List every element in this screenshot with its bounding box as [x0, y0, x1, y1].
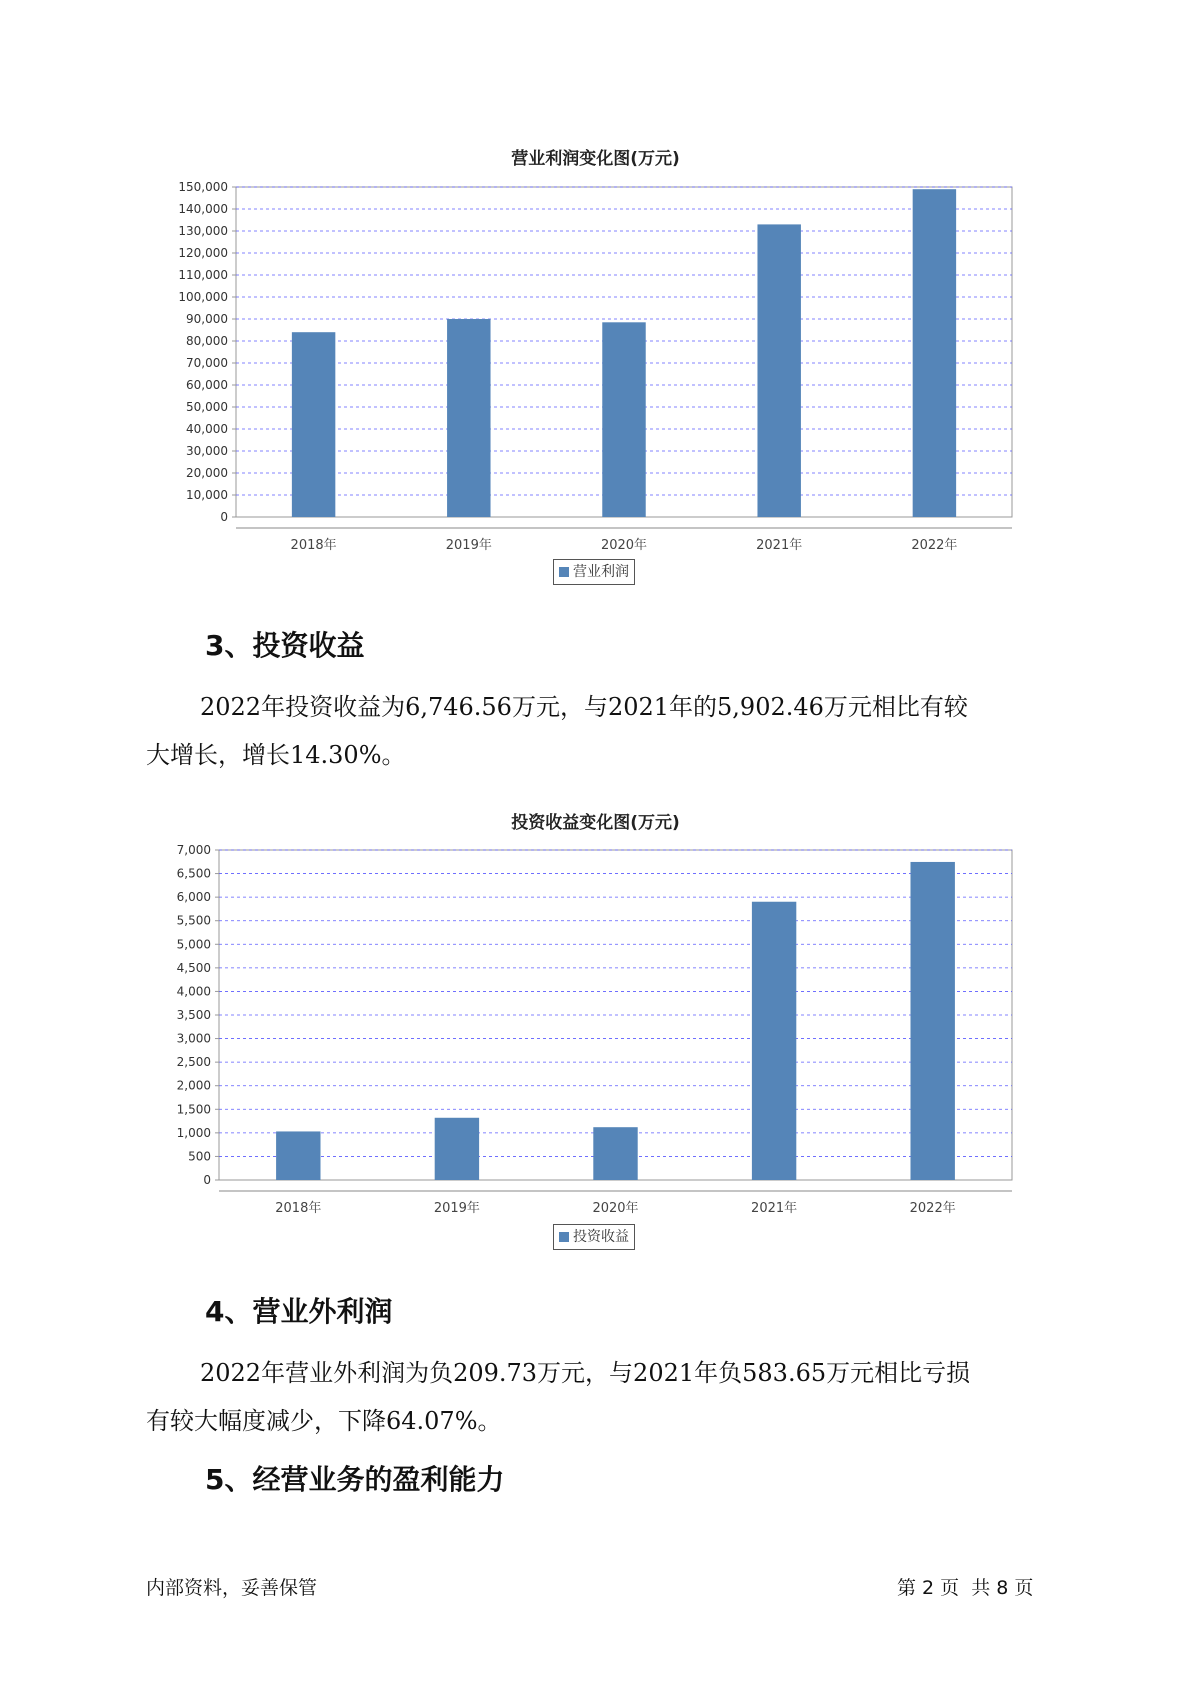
y-tick-label: 6,500 — [176, 866, 211, 881]
y-tick-label: 7,000 — [176, 843, 211, 857]
y-tick-label: 60,000 — [186, 378, 228, 392]
y-tick-label: 40,000 — [186, 422, 228, 436]
y-tick-label: 50,000 — [186, 400, 228, 414]
y-tick-label: 90,000 — [186, 312, 228, 326]
y-tick-label: 500 — [188, 1149, 211, 1164]
legend-swatch — [559, 1232, 569, 1242]
footer-page-number: 第 2 页 共 8 页 — [897, 1577, 1034, 1599]
y-tick-label: 3,500 — [176, 1008, 211, 1022]
x-tick-label: 2022年 — [909, 1201, 956, 1216]
chart1-title: 营业利润变化图(万元) — [511, 149, 680, 169]
section3-line1: 2022年投资收益为6,746.56万元，与2021年的5,902.46万元相比有较 — [200, 693, 968, 721]
chart2-legend — [553, 1224, 635, 1250]
y-tick-label: 70,000 — [186, 356, 228, 370]
x-tick-label: 2022年 — [911, 538, 958, 553]
y-tick-label: 140,000 — [178, 202, 228, 216]
chart2-legend-label: 投资收益 — [573, 1229, 629, 1245]
section3-heading: 3、投资收益 — [205, 629, 365, 662]
y-tick-label: 150,000 — [178, 180, 228, 194]
y-tick-label: 4,000 — [176, 984, 211, 999]
bar-2021年 — [752, 902, 796, 1180]
bar-2018年 — [276, 1131, 320, 1180]
x-tick-label: 2020年 — [592, 1201, 639, 1216]
y-tick-label: 100,000 — [178, 290, 228, 304]
x-tick-label: 2019年 — [433, 1201, 480, 1216]
y-tick-label: 0 — [203, 1173, 211, 1187]
y-tick-label: 1,000 — [176, 1125, 211, 1140]
bar-2022年 — [910, 862, 954, 1180]
y-tick-label: 0 — [220, 510, 228, 524]
x-tick-label: 2020年 — [600, 538, 648, 553]
y-tick-label: 3,000 — [176, 1031, 211, 1046]
y-tick-label: 20,000 — [186, 466, 228, 480]
y-tick-label: 2,000 — [176, 1078, 211, 1093]
y-tick-label: 10,000 — [186, 488, 228, 502]
section4-line2: 有较大幅度减少，下降64.07%。 — [146, 1407, 502, 1435]
x-tick-label: 2019年 — [445, 538, 492, 553]
section4-line1: 2022年营业外利润为负209.73万元，与2021年负583.65万元相比亏损 — [200, 1359, 971, 1387]
y-tick-label: 30,000 — [186, 444, 228, 458]
bar-2020年 — [593, 1127, 637, 1180]
y-tick-label: 6,000 — [176, 890, 211, 905]
section4-paragraph — [146, 1349, 1046, 1445]
y-tick-label: 1,500 — [176, 1102, 211, 1117]
y-tick-label: 5,500 — [176, 913, 211, 928]
y-tick-label: 5,000 — [176, 937, 211, 952]
y-tick-label: 120,000 — [178, 246, 228, 260]
y-tick-label: 4,500 — [176, 960, 211, 975]
x-tick-label: 2018年 — [275, 1201, 322, 1216]
chart2-title: 投资收益变化图(万元) — [511, 813, 680, 833]
x-tick-label: 2021年 — [751, 1201, 798, 1216]
y-tick-label: 110,000 — [178, 268, 228, 282]
x-tick-label: 2018年 — [290, 538, 337, 553]
y-tick-label: 2,500 — [176, 1055, 211, 1070]
x-tick-label: 2021年 — [756, 538, 803, 553]
y-tick-label: 80,000 — [186, 334, 228, 348]
y-tick-label: 130,000 — [178, 224, 228, 238]
section4-heading: 4、营业外利润 — [205, 1295, 393, 1328]
section5-heading: 5、经营业务的盈利能力 — [205, 1463, 505, 1496]
bar-2019年 — [435, 1118, 479, 1180]
chart1-legend-label: 营业利润 — [573, 564, 629, 580]
footer-confidential: 内部资料，妥善保管 — [146, 1577, 318, 1599]
section3-line2: 大增长，增长14.30%。 — [146, 741, 406, 769]
